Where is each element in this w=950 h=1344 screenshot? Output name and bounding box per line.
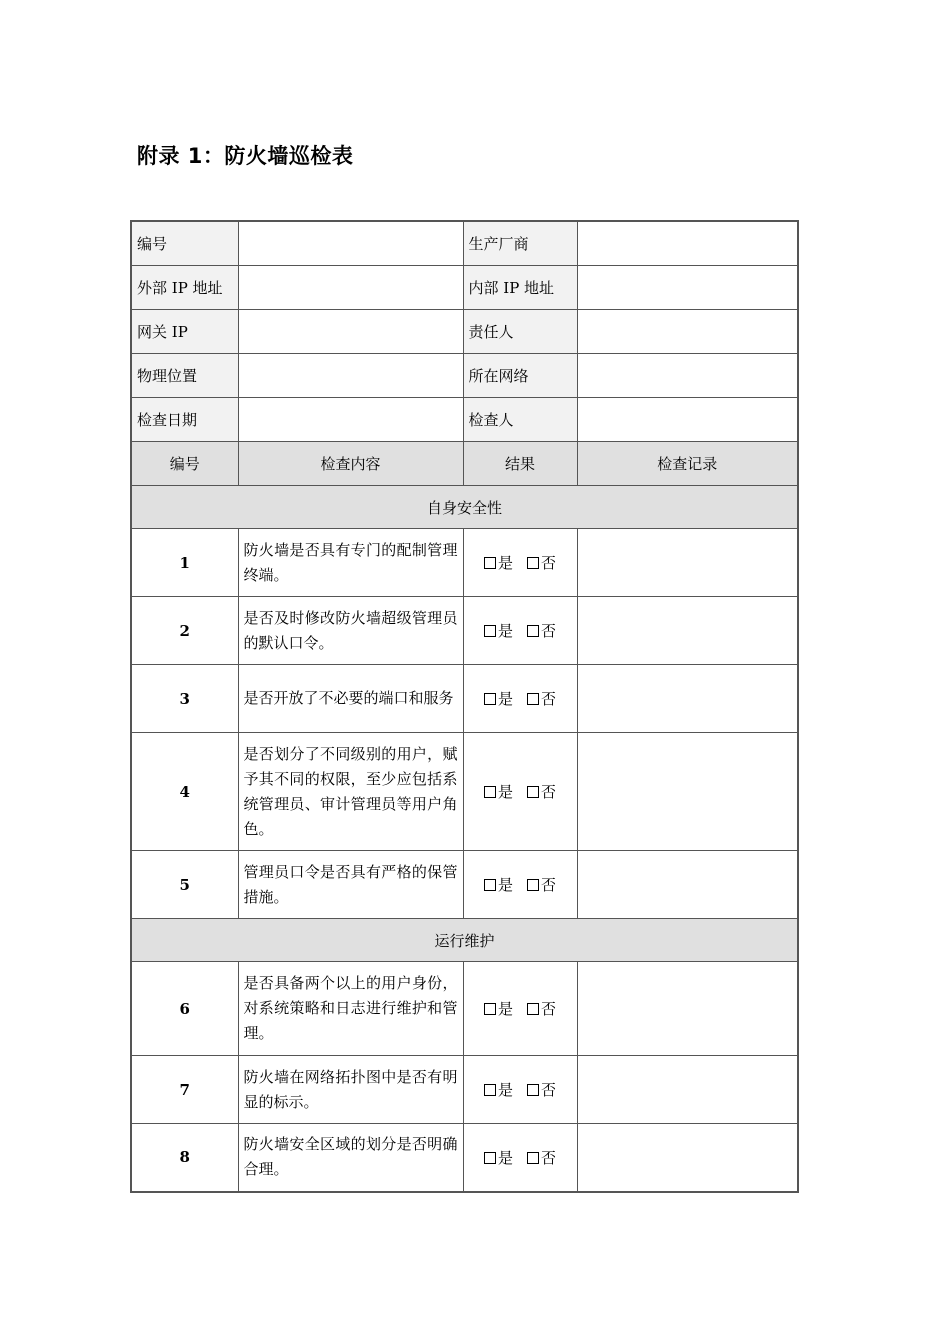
info-value-field[interactable] [238,354,463,398]
info-value-field[interactable] [238,398,463,442]
column-header: 结果 [463,442,577,486]
info-row [131,354,798,398]
result-no-option[interactable] [527,552,556,573]
record-field[interactable] [577,529,798,597]
info-value-field[interactable] [238,221,463,266]
checkbox-icon[interactable] [527,786,539,798]
result-no-option[interactable] [527,688,556,709]
check-item-row [131,962,798,1056]
result-options [463,733,577,851]
record-field[interactable] [577,851,798,919]
info-row [131,310,798,354]
item-number: 4 [131,733,238,851]
check-item-row [131,529,798,597]
item-content: 是否划分了不同级别的用户，赋予其不同的权限，至少应包括系统管理员、审计管理员等用户角色。 [238,733,463,851]
item-content: 是否具备两个以上的用户身份，对系统策略和日志进行维护和管理。 [238,962,463,1056]
result-yes-option[interactable] [484,620,513,641]
item-number: 7 [131,1056,238,1124]
checkbox-icon[interactable] [484,1003,496,1015]
result-yes-label: 是 [497,554,513,572]
result-yes-option[interactable] [484,1079,513,1100]
result-no-option[interactable] [527,1147,556,1168]
result-no-option[interactable] [527,781,556,802]
result-options [463,1124,577,1192]
checkbox-icon[interactable] [527,693,539,705]
result-no-label: 否 [541,1000,557,1018]
result-no-option[interactable] [527,620,556,641]
result-no-option[interactable] [527,998,556,1019]
info-value-field[interactable] [577,266,798,310]
record-field[interactable] [577,597,798,665]
result-yes-option[interactable] [484,781,513,802]
item-content: 防火墙是否具有专门的配制管理终端。 [238,529,463,597]
result-yes-label: 是 [497,1000,513,1018]
result-yes-option[interactable] [484,998,513,1019]
result-no-label: 否 [541,1081,557,1099]
record-field[interactable] [577,733,798,851]
result-no-option[interactable] [527,1079,556,1100]
checkbox-icon[interactable] [484,625,496,637]
item-number: 3 [131,665,238,733]
record-field[interactable] [577,962,798,1056]
result-options [463,665,577,733]
info-label: 检查人 [463,398,577,442]
check-item-row [131,733,798,851]
info-label: 编号 [131,221,238,266]
info-value-field[interactable] [577,398,798,442]
info-label: 所在网络 [463,354,577,398]
result-options [463,1056,577,1124]
result-yes-option[interactable] [484,1147,513,1168]
result-no-label: 否 [541,690,557,708]
info-label: 外部 IP 地址 [131,266,238,310]
check-item-row [131,1056,798,1124]
result-yes-option[interactable] [484,552,513,573]
info-label: 生产厂商 [463,221,577,266]
item-content: 管理员口令是否具有严格的保管措施。 [238,851,463,919]
check-item-row [131,597,798,665]
checkbox-icon[interactable] [484,693,496,705]
section-header-row [131,919,798,962]
info-row [131,266,798,310]
item-number: 1 [131,529,238,597]
inspection-table [130,220,799,1193]
info-label: 内部 IP 地址 [463,266,577,310]
info-label: 责任人 [463,310,577,354]
item-number: 8 [131,1124,238,1192]
item-number: 2 [131,597,238,665]
info-value-field[interactable] [577,221,798,266]
item-number: 5 [131,851,238,919]
checkbox-icon[interactable] [527,879,539,891]
result-no-label: 否 [541,876,557,894]
checkbox-icon[interactable] [484,557,496,569]
column-header: 检查记录 [577,442,798,486]
info-label: 网关 IP [131,310,238,354]
item-content: 是否开放了不必要的端口和服务 [238,665,463,733]
result-yes-label: 是 [497,1148,513,1167]
result-yes-option[interactable] [484,874,513,895]
result-yes-label: 是 [497,783,513,801]
info-label: 物理位置 [131,354,238,398]
checkbox-icon[interactable] [484,786,496,798]
checkbox-icon[interactable] [527,1003,539,1015]
checkbox-icon[interactable] [527,1152,539,1164]
record-field[interactable] [577,665,798,733]
item-content: 防火墙安全区域的划分是否明确合理。 [238,1124,463,1192]
section-title: 运行维护 [131,919,798,962]
column-header-row [131,442,798,486]
checkbox-icon[interactable] [527,625,539,637]
result-options [463,529,577,597]
result-yes-label: 是 [497,1081,513,1099]
result-no-label: 否 [541,1148,557,1167]
item-number: 6 [131,962,238,1056]
item-content: 是否及时修改防火墙超级管理员的默认口令。 [238,597,463,665]
section-title: 自身安全性 [131,486,798,529]
checkbox-icon[interactable] [527,557,539,569]
result-options [463,597,577,665]
checkbox-icon[interactable] [484,1152,496,1164]
result-no-label: 否 [541,622,557,640]
result-options [463,962,577,1056]
info-row [131,398,798,442]
result-options [463,851,577,919]
result-yes-option[interactable] [484,688,513,709]
result-yes-label: 是 [497,876,513,894]
column-header: 编号 [131,442,238,486]
record-field[interactable] [577,1056,798,1124]
check-item-row [131,1124,798,1192]
item-content: 防火墙在网络拓扑图中是否有明显的标示。 [238,1056,463,1124]
checkbox-icon[interactable] [484,1084,496,1096]
info-row [131,221,798,266]
checkbox-icon[interactable] [527,1084,539,1096]
info-value-field[interactable] [577,310,798,354]
result-yes-label: 是 [497,622,513,640]
result-no-label: 否 [541,554,557,572]
info-value-field[interactable] [577,354,798,398]
result-no-option[interactable] [527,874,556,895]
info-value-field[interactable] [238,310,463,354]
column-header: 检查内容 [238,442,463,486]
section-header-row [131,486,798,529]
result-yes-label: 是 [497,690,513,708]
check-item-row [131,665,798,733]
checkbox-icon[interactable] [484,879,496,891]
result-no-label: 否 [541,783,557,801]
check-item-row [131,851,798,919]
page-title: 附录 1：防火墙巡检表 [137,144,354,168]
info-value-field[interactable] [238,266,463,310]
info-label: 检查日期 [131,398,238,442]
record-field[interactable] [577,1124,798,1192]
